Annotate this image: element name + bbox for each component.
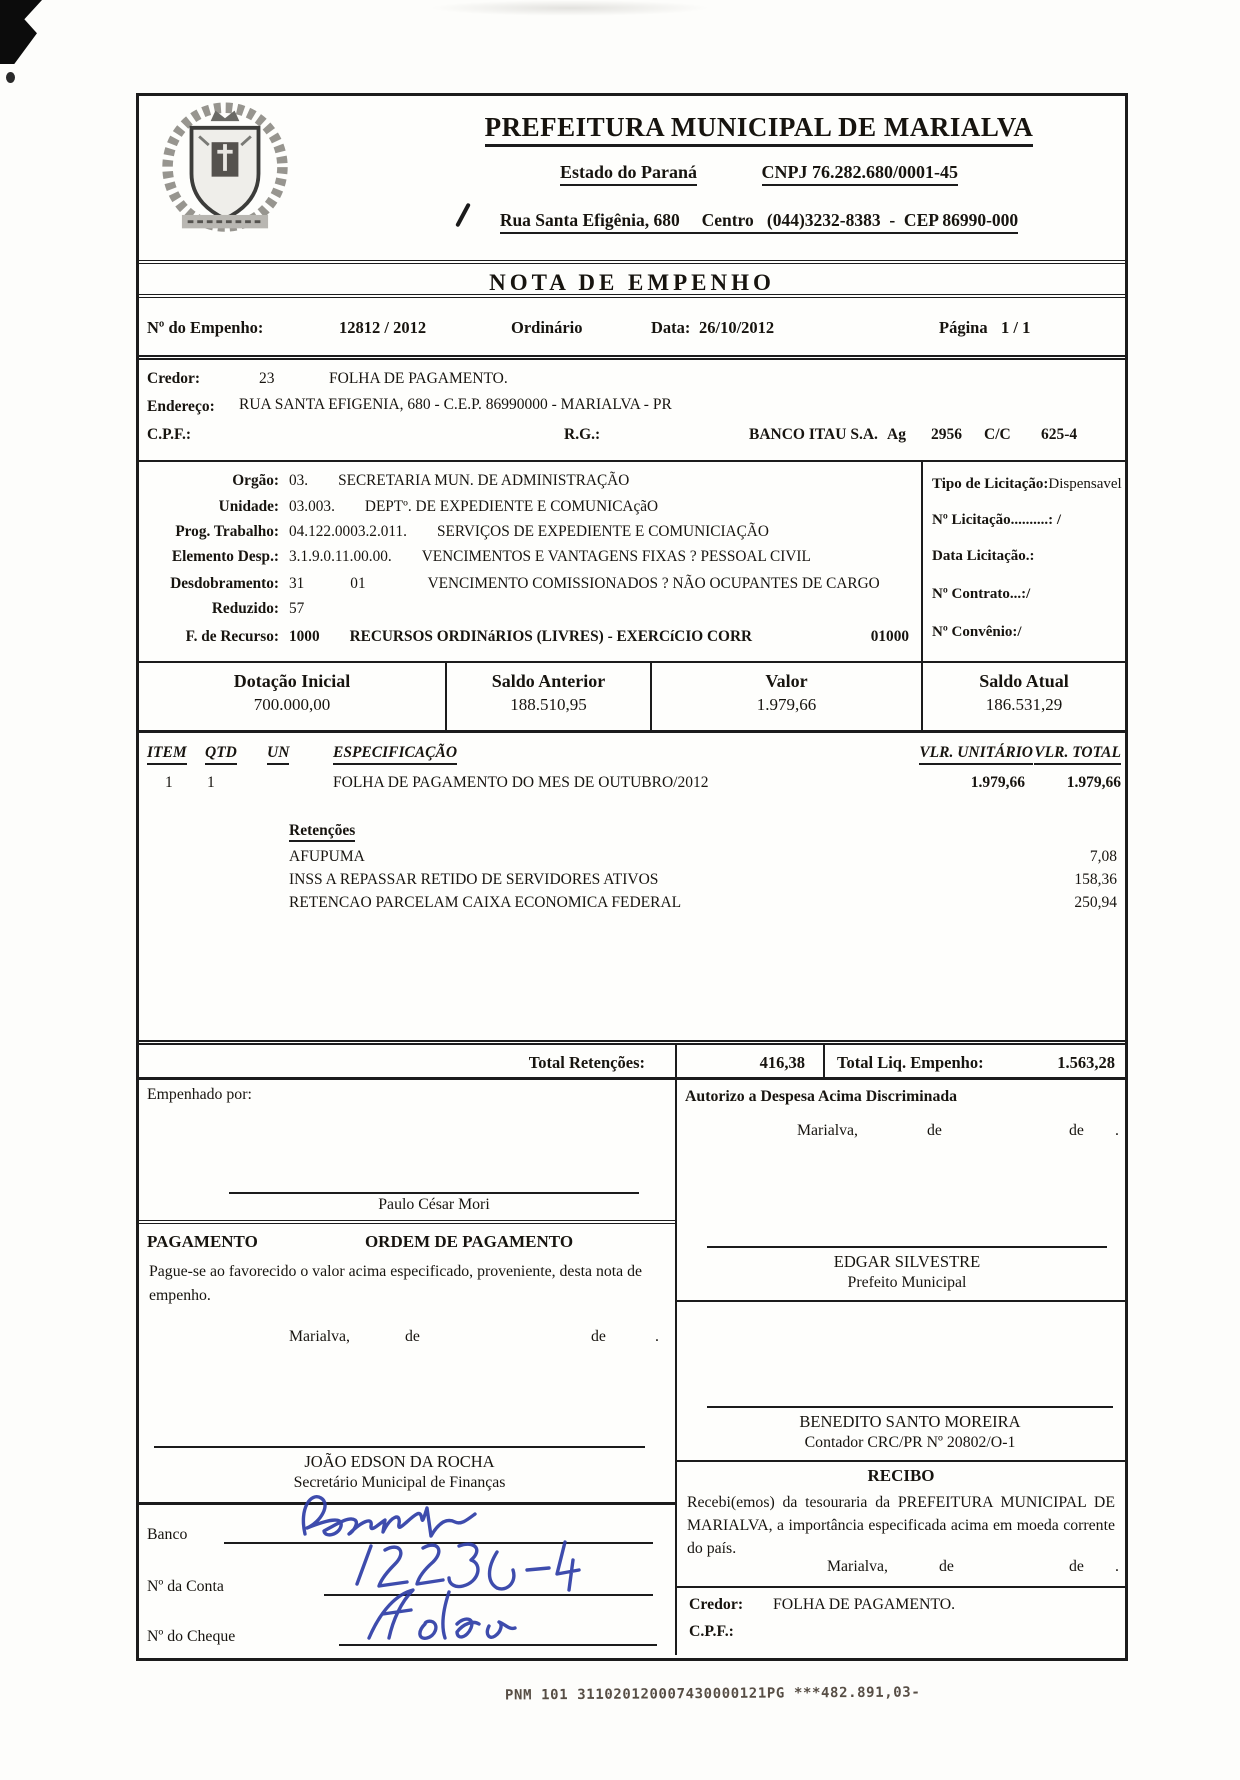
pagamento-de1: de xyxy=(405,1328,420,1345)
total-liquido-label: Total Liq. Empenho: xyxy=(837,1053,984,1072)
recibo-de1: de xyxy=(939,1558,954,1575)
pagamento-de2: de xyxy=(591,1328,606,1345)
unidade-label: Unidade: xyxy=(218,498,279,515)
credor-code: 23 xyxy=(259,370,275,387)
scan-artifact-speck xyxy=(6,72,15,83)
saldo-anterior-header: Saldo Anterior xyxy=(491,671,606,691)
lower-section xyxy=(139,1080,1125,1655)
desdobramento-label: Desdobramento: xyxy=(170,575,279,592)
desdobramento-desc: VENCIMENTO COMISSIONADOS ? NÃO OCUPANTES DE CARGO xyxy=(427,575,880,592)
elemento-desc: VENCIMENTOS E VANTAGENS FIXAS ? PESSOAL CIVIL xyxy=(421,548,811,565)
saldo-atual-header: Saldo Atual xyxy=(979,671,1069,691)
saldo-anterior-cell xyxy=(445,663,650,730)
elemento-label: Elemento Desp.: xyxy=(171,548,279,565)
divider xyxy=(139,1220,675,1224)
orgao-desc: SECRETARIA MUN. DE ADMINISTRAÇÃO xyxy=(338,472,630,489)
autorizo-period: . xyxy=(1115,1122,1119,1139)
pagamento-title: PAGAMENTO xyxy=(147,1232,258,1251)
autorizo-title: Autorizo a Despesa Acima Discriminada xyxy=(685,1088,958,1105)
right-column xyxy=(675,1080,1125,1655)
totais-row xyxy=(139,1040,1125,1080)
rg-label: R.G.: xyxy=(564,426,601,443)
reduzido-label: Reduzido: xyxy=(211,600,279,617)
total-retencoes-value-cell xyxy=(675,1045,823,1077)
address-text: Rua Santa Efigênia, 680 Centro (044)3232-8383 - CEP 86990-000 xyxy=(500,210,1018,234)
state-label: Estado do Paraná xyxy=(560,162,697,186)
elemento-code: 3.1.9.0.11.00.00. xyxy=(289,548,392,565)
itens-section xyxy=(139,736,1125,1040)
col-un: UN xyxy=(267,744,289,765)
prog-label: Prog. Trabalho: xyxy=(175,523,279,540)
footer-cpf-label: C.P.F.: xyxy=(689,1623,734,1640)
prog-desc: SERVIÇOS DE EXPEDIENTE E COMUNICIAÇÃO xyxy=(436,523,769,540)
retencoes-title: Retenções xyxy=(289,822,355,842)
empenho-type: Ordinário xyxy=(511,318,583,337)
col-qtd: QTD xyxy=(205,744,237,765)
state-cnpj-line xyxy=(399,162,1119,186)
signature-line xyxy=(229,1192,639,1194)
tipo-licitacao-value: Dispensavel xyxy=(1048,476,1122,492)
dotacao-inicial-value: 700.000,00 xyxy=(253,695,331,714)
orgao-row xyxy=(139,472,919,490)
scan-artifact-smudge xyxy=(430,0,710,16)
handwriting-cheque xyxy=(351,1584,561,1644)
address-line xyxy=(359,210,1159,234)
num-contrato-row: Nº Contrato...:/ xyxy=(932,586,1031,602)
contador-name: BENEDITO SANTO MOREIRA xyxy=(799,1412,1021,1431)
nota-de-empenho-document xyxy=(136,93,1128,1661)
empenhado-por-label: Empenhado por: xyxy=(147,1086,252,1103)
retencao-name: RETENCAO PARCELAM CAIXA ECONOMICA FEDERAL xyxy=(289,894,682,911)
empenho-number-label: Nº do Empenho: xyxy=(147,318,264,337)
recibo-period: . xyxy=(1115,1558,1119,1575)
col-vlr-unitario: VLR. UNITÁRIO xyxy=(919,744,1033,765)
num-licitacao-row: Nº Licitação..........: / xyxy=(932,512,1062,528)
document-header xyxy=(139,96,1125,260)
credor-block xyxy=(139,360,1125,462)
unidade-desc: DEPTº. DE EXPEDIENTE E COMUNICAçãO xyxy=(364,498,659,515)
total-liquido-value: 1.563,28 xyxy=(1057,1053,1115,1072)
col-item: ITEM xyxy=(147,744,187,765)
orcamento-block xyxy=(139,462,1125,661)
cnpj-value: CNPJ 76.282.680/0001-45 xyxy=(762,162,959,186)
banco-label: Banco xyxy=(147,1526,188,1543)
prefeito-role: Prefeito Municipal xyxy=(847,1274,967,1291)
tipo-licitacao-row xyxy=(932,476,1122,493)
pagamento-period: . xyxy=(655,1328,659,1345)
total-retencoes-label-cell xyxy=(139,1045,675,1077)
item-total-value: 1.979,66 xyxy=(1066,774,1121,791)
footer-credor-name: FOLHA DE PAGAMENTO. xyxy=(773,1596,956,1613)
total-retencoes-label: Total Retenções: xyxy=(528,1053,645,1072)
orgao-code: 03. xyxy=(289,472,309,489)
saldo-anterior-value: 188.510,95 xyxy=(510,695,587,714)
retencao-name: AFUPUMA xyxy=(289,848,365,865)
empenho-number-value: 12812 / 2012 xyxy=(339,318,427,337)
endereco-value: RUA SANTA EFIGENIA, 680 - C.E.P. 86990000 - MARIALVA - PR xyxy=(239,396,672,413)
recibo-title: RECIBO xyxy=(867,1466,935,1485)
fonte-label: F. de Recurso: xyxy=(185,628,279,645)
valor-header: Valor xyxy=(765,671,808,691)
licitacao-column xyxy=(921,462,1125,661)
page-value: 1 / 1 xyxy=(1001,318,1031,337)
pagamento-text: Pague-se ao favorecido o valor acima especificado, proveniente, desta nota de empenho. xyxy=(149,1263,642,1305)
recibo-text: Recebi(emos) da tesouraria da PREFEITURA MUNICIPAL DE MARIALVA, a importância especificada acima em moeda corrente do país. xyxy=(687,1494,1115,1557)
orgao-label: Orgão: xyxy=(232,472,279,489)
data-licitacao-row: Data Licitação.: xyxy=(932,548,1035,564)
dotacao-table xyxy=(139,661,1125,733)
document-title: NOTA DE EMPENHO xyxy=(139,260,1125,298)
fonte-code: 1000 xyxy=(289,628,320,645)
dotacao-inicial-header: Dotação Inicial xyxy=(233,671,351,691)
fonte-desc: RECURSOS ORDINáRIOS (LIVRES) - EXERCíCIO CORR xyxy=(349,628,753,645)
agency-label: Ag xyxy=(887,426,906,443)
reduzido-row xyxy=(139,600,919,618)
date-label: Data: xyxy=(651,318,691,337)
bank-name: BANCO ITAU S.A. xyxy=(749,426,878,443)
retencao-value: 158,36 xyxy=(1074,871,1117,888)
left-column xyxy=(139,1080,675,1655)
divider xyxy=(677,1460,1125,1462)
desdobramento-code2: 01 xyxy=(350,575,366,592)
cpf-label: C.P.F.: xyxy=(147,426,192,443)
tipo-licitacao-label: Tipo de Licitação: xyxy=(932,476,1049,492)
signature-line xyxy=(154,1446,645,1448)
saldo-atual-cell xyxy=(921,663,1125,730)
signature-line xyxy=(707,1406,1113,1408)
pagamento-city: Marialva, xyxy=(289,1328,350,1345)
item-unit-value: 1.979,66 xyxy=(970,774,1025,791)
date-value: 26/10/2012 xyxy=(699,318,775,337)
autorizo-de2: de xyxy=(1069,1122,1084,1139)
account-value: 625-4 xyxy=(1041,426,1078,443)
empenho-row xyxy=(139,302,1125,360)
autorizo-de1: de xyxy=(927,1122,942,1139)
dotacao-inicial-cell xyxy=(139,663,445,730)
credor-name: FOLHA DE PAGAMENTO. xyxy=(329,370,508,387)
recibo-de2: de xyxy=(1069,1558,1084,1575)
contador-role: Contador CRC/PR Nº 20802/O-1 xyxy=(804,1434,1016,1451)
recibo-city: Marialva, xyxy=(827,1558,888,1575)
numero-conta-label: Nº da Conta xyxy=(147,1578,224,1595)
prefeito-name: EDGAR SILVESTRE xyxy=(833,1252,981,1271)
divider xyxy=(677,1300,1125,1302)
ordem-pagamento-title: ORDEM DE PAGAMENTO xyxy=(364,1232,574,1251)
item-description: FOLHA DE PAGAMENTO DO MES DE OUTUBRO/2012 xyxy=(333,774,709,791)
fonte-recurso-row xyxy=(139,628,919,646)
unidade-row xyxy=(139,498,919,516)
credor-label: Credor: xyxy=(147,370,201,387)
retencao-name: INSS A REPASSAR RETIDO DE SERVIDORES ATIVOS xyxy=(289,871,659,888)
desdobramento-code: 31 xyxy=(289,575,305,592)
retencao-value: 7,08 xyxy=(1089,848,1117,865)
empenhado-signer-name: Paulo César Mori xyxy=(378,1196,490,1213)
agency-value: 2956 xyxy=(931,426,962,443)
divider xyxy=(677,1586,1125,1588)
secretario-name: JOÃO EDSON DA ROCHA xyxy=(304,1452,495,1471)
prog-trabalho-row xyxy=(139,523,919,541)
numero-cheque-label: Nº do Cheque xyxy=(147,1628,236,1645)
footer-credor-label: Credor: xyxy=(689,1596,744,1613)
prog-code: 04.122.0003.2.011. xyxy=(289,523,407,540)
printer-validation-line: PNM 101 311020120007430000121PG ***482.891,03- xyxy=(504,1684,921,1704)
account-label: C/C xyxy=(984,426,1011,443)
valor-cell xyxy=(650,663,921,730)
fonte-extra-code: 01000 xyxy=(870,628,909,645)
autorizo-city: Marialva, xyxy=(797,1122,858,1139)
retencao-value: 250,94 xyxy=(1074,894,1117,911)
valor-value: 1.979,66 xyxy=(756,695,817,714)
signature-line xyxy=(707,1246,1107,1248)
total-liquido-cell xyxy=(823,1045,1125,1077)
unidade-code: 03.003. xyxy=(289,498,335,515)
item-qty: 1 xyxy=(207,774,215,791)
page-label: Página xyxy=(939,318,988,337)
elemento-desp-row xyxy=(139,548,919,566)
saldo-atual-value: 186.531,29 xyxy=(985,695,1063,714)
endereco-label: Endereço: xyxy=(147,398,215,415)
desdobramento-row xyxy=(139,575,919,593)
col-vlr-total: VLR. TOTAL xyxy=(1034,744,1121,765)
scan-artifact-corner xyxy=(0,0,42,64)
num-convenio-row: Nº Convênio:/ xyxy=(932,624,1022,640)
secretario-role: Secretário Municipal de Finanças xyxy=(293,1474,506,1491)
col-especificacao: ESPECIFICAÇÃO xyxy=(333,744,457,765)
coat-of-arms-logo xyxy=(151,102,299,236)
item-number: 1 xyxy=(165,774,173,791)
org-name: PREFEITURA MUNICIPAL DE MARIALVA xyxy=(399,112,1119,143)
reduzido-code: 57 xyxy=(289,600,305,617)
total-retencoes-value: 416,38 xyxy=(759,1053,805,1072)
